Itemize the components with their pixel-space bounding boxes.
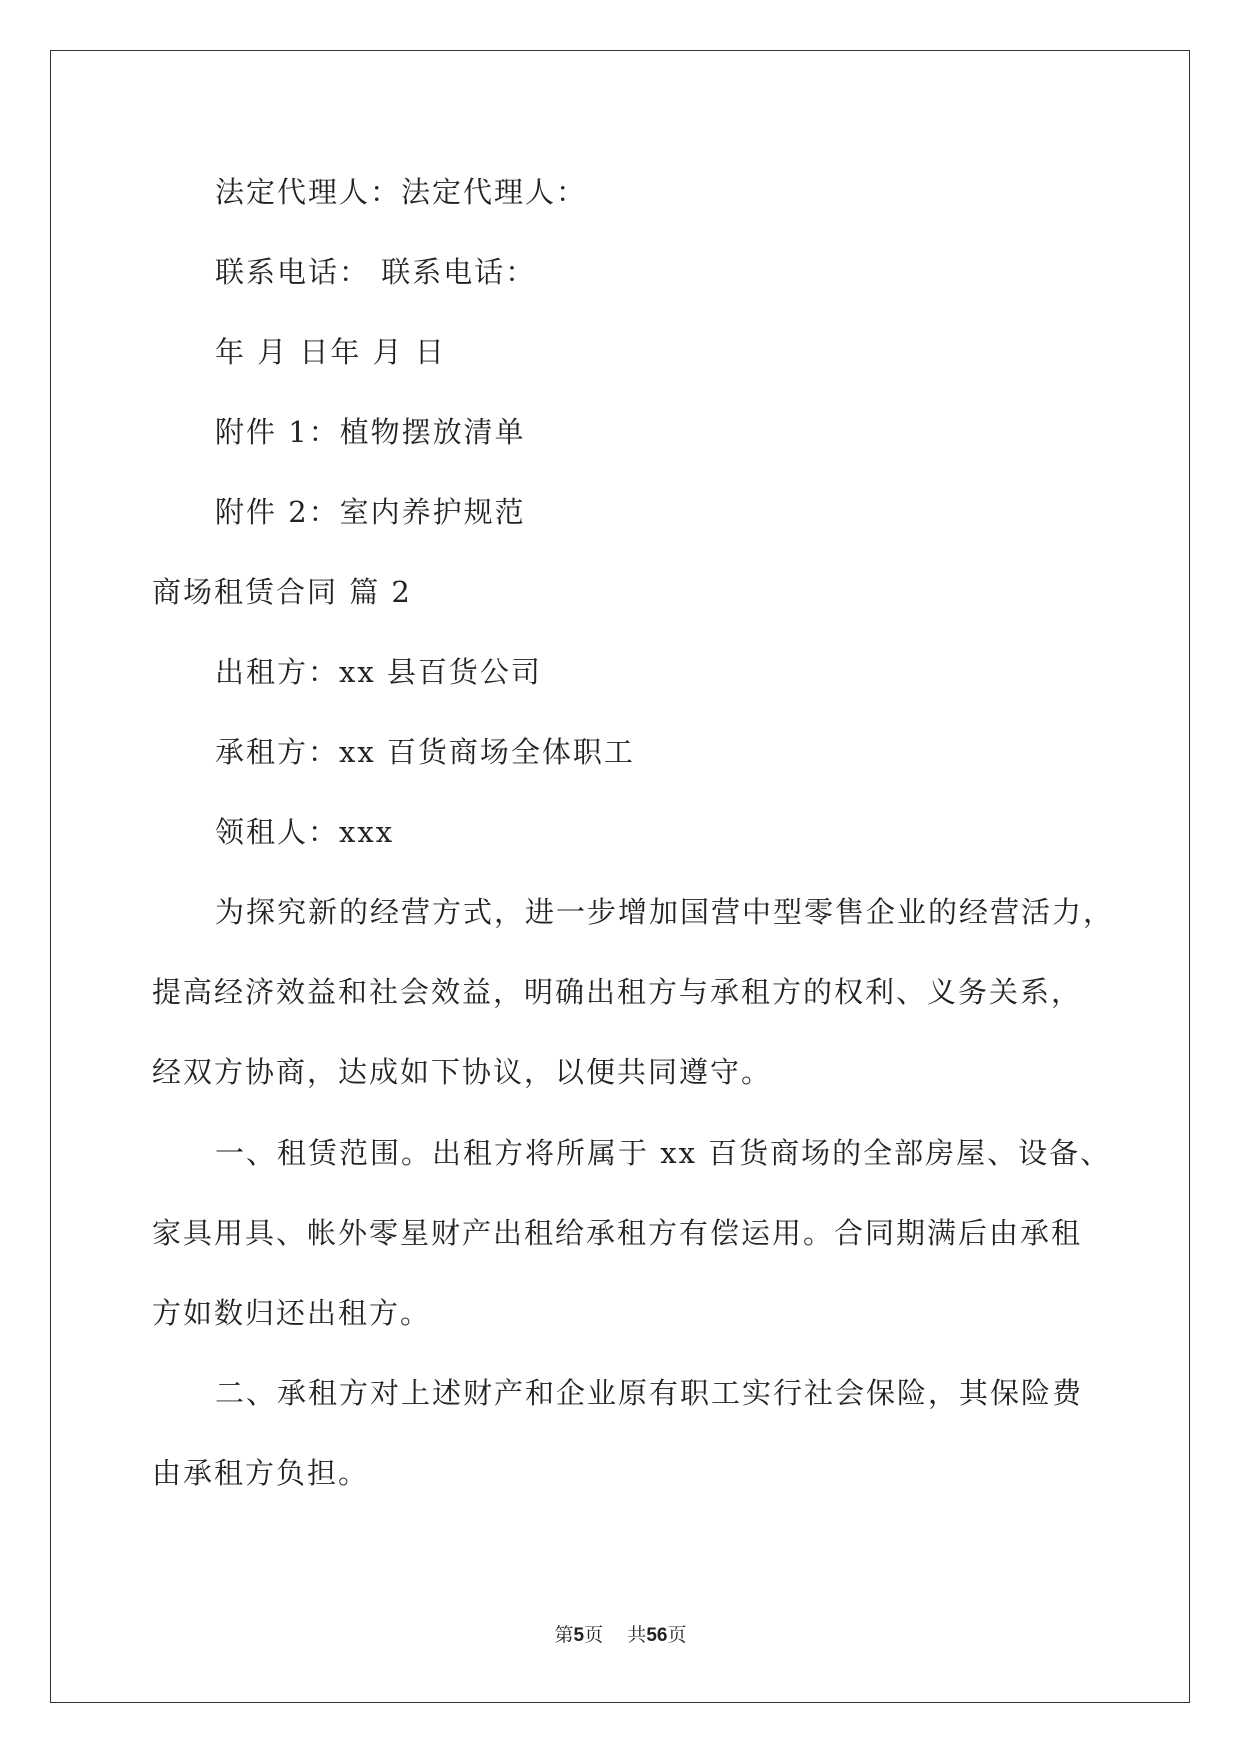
footer-prefix: 第	[554, 1624, 574, 1646]
footer-total-prefix: 共	[627, 1624, 647, 1646]
paragraph-line: 由承租方负担。	[152, 1456, 370, 1490]
footer-total-pages: 56	[646, 1625, 668, 1646]
attachment-1-line: 附件 1：植物摆放清单	[215, 415, 526, 449]
paragraph-line: 家具用具、帐外零星财产出租给承租方有偿运用。合同期满后由承租	[152, 1216, 1083, 1250]
lessor-line: 出租方：xx 县百货公司	[215, 655, 542, 689]
paragraph-line: 为探究新的经营方式，进一步增加国营中型零售企业的经营活力，	[215, 895, 1115, 929]
contact-phone-line: 联系电话： 联系电话：	[215, 255, 537, 289]
paragraph-line: 二、承租方对上述财产和企业原有职工实行社会保险，其保险费	[215, 1376, 1084, 1410]
paragraph-line: 经双方协商，达成如下协议，以便共同遵守。	[152, 1055, 773, 1089]
paragraph-line: 一、租赁范围。出租方将所属于 xx 百货商场的全部房屋、设备、	[215, 1136, 1112, 1170]
footer-page-number: 5	[573, 1625, 585, 1646]
paragraph-line: 提高经济效益和社会效益，明确出租方与承租方的权利、义务关系，	[152, 975, 1083, 1009]
date-line: 年 月 日年 月 日	[215, 335, 446, 369]
footer-page-unit: 页	[584, 1624, 604, 1646]
paragraph-line: 方如数归还出租方。	[152, 1296, 432, 1330]
attachment-2-line: 附件 2：室内养护规范	[215, 495, 526, 529]
section-heading: 商场租赁合同 篇 2	[152, 575, 412, 609]
lease-leader-line: 领租人：xxx	[215, 815, 395, 849]
page-footer	[0, 1620, 1241, 1647]
legal-representative-line: 法定代理人：法定代理人：	[215, 175, 588, 209]
footer-total-unit: 页	[667, 1624, 687, 1646]
lessee-line: 承租方：xx 百货商场全体职工	[215, 735, 635, 769]
